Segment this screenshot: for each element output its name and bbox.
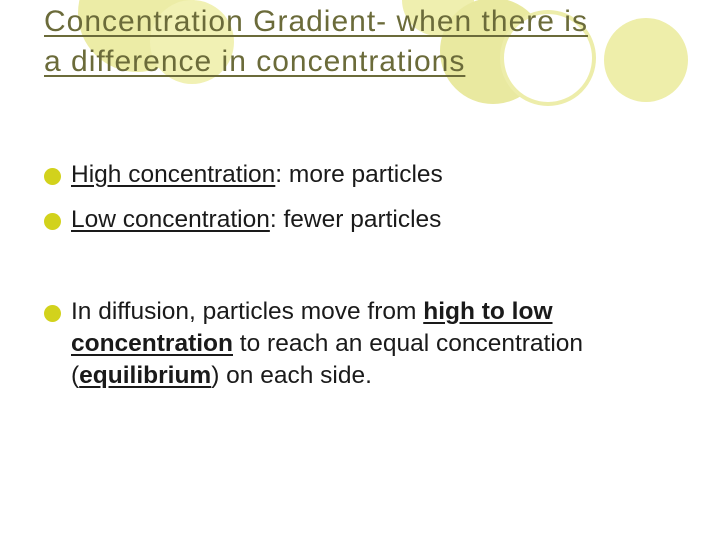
term-high-to-low: high to low concentration xyxy=(71,298,553,357)
bullet-text xyxy=(71,159,684,191)
term-high-concentration: High concentration xyxy=(71,161,276,188)
bullet-dot-icon xyxy=(44,305,61,322)
bullet-dot-icon xyxy=(44,168,61,185)
bullet-low-concentration xyxy=(44,204,684,236)
definition-text: : fewer particles xyxy=(269,206,442,233)
text-part: In diffusion, particles move from xyxy=(71,298,424,325)
definition-text: : more particles xyxy=(275,161,443,188)
slide-title: Concentration Gradient- when there is a difference in concentrations xyxy=(44,5,588,78)
bullet-dot-icon xyxy=(44,213,61,230)
bullet-high-concentration xyxy=(44,159,684,191)
bullet-text xyxy=(71,296,684,392)
text-part: to reach an equal concentration ( xyxy=(71,330,584,389)
bullet-diffusion xyxy=(44,296,684,392)
term-equilibrium: equilibrium xyxy=(79,362,212,389)
bullet-text xyxy=(71,204,684,236)
decorative-circle xyxy=(604,18,688,102)
term-low-concentration: Low concentration xyxy=(71,206,270,233)
text-part: ) on each side. xyxy=(211,362,372,389)
